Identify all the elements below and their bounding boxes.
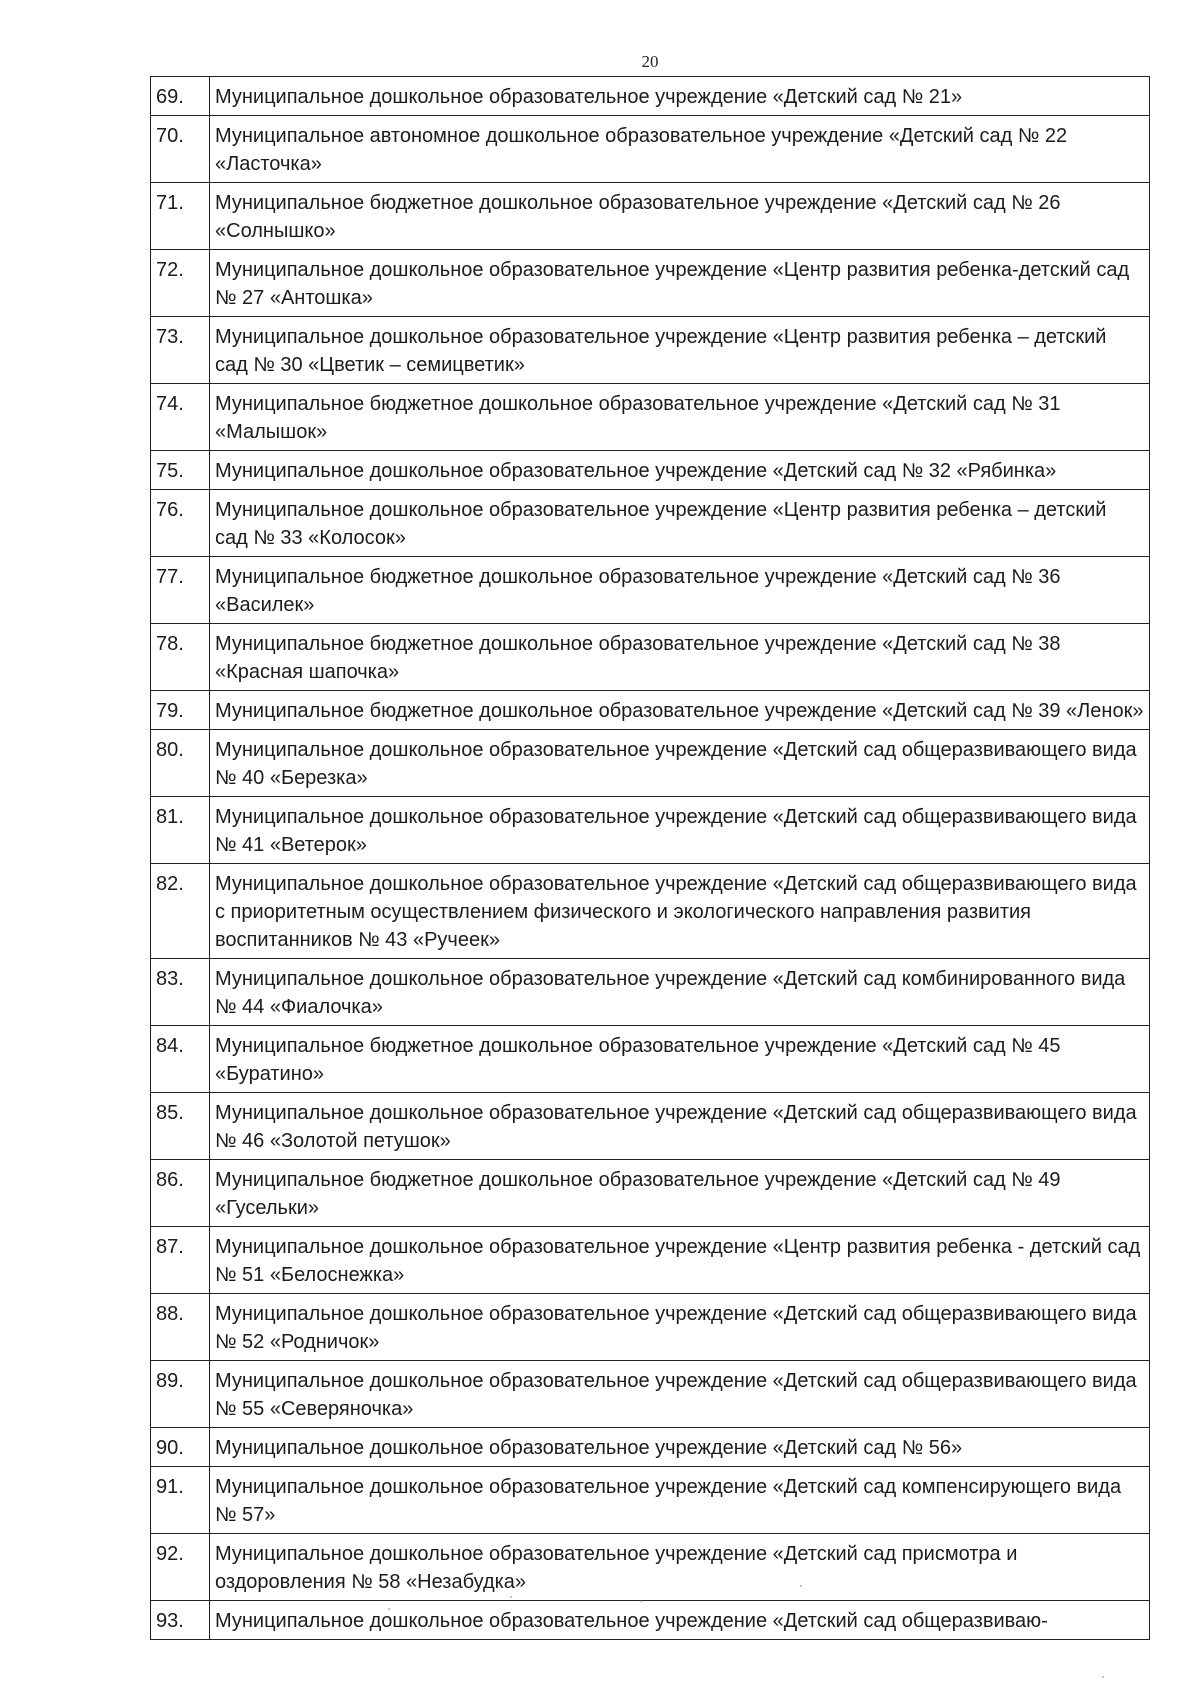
scan-speck [800, 1585, 802, 1587]
table-row [151, 730, 1150, 797]
table-row [151, 250, 1150, 317]
table-row [151, 624, 1150, 691]
table-row [151, 1294, 1150, 1361]
row-number: 91. [151, 1467, 210, 1534]
row-number: 79. [151, 691, 210, 730]
row-number: 75. [151, 451, 210, 490]
institution-name: Муниципальное дошкольное образовательное учреждение «Детский сад общеразвивающего вида № 52 «Родничок» [210, 1294, 1150, 1361]
table-row [151, 1361, 1150, 1428]
institution-name: Муниципальное бюджетное дошкольное образовательное учреждение «Детский сад № 26 «Солнышко» [210, 183, 1150, 250]
institution-name: Муниципальное дошкольное образовательное учреждение «Детский сад общеразвивающего вида № 46 «Золотой петушок» [210, 1093, 1150, 1160]
institutions-table [150, 76, 1150, 1640]
institution-name: Муниципальное бюджетное дошкольное образовательное учреждение «Детский сад № 38 «Красная шапочка» [210, 624, 1150, 691]
row-number: 70. [151, 116, 210, 183]
scan-speck [640, 1600, 642, 1602]
row-number: 78. [151, 624, 210, 691]
table-row [151, 183, 1150, 250]
row-number: 74. [151, 384, 210, 451]
table-row [151, 317, 1150, 384]
row-number: 88. [151, 1294, 210, 1361]
institution-name: Муниципальное дошкольное образовательное учреждение «Детский сад общеразвиваю- [210, 1601, 1150, 1640]
scan-speck [510, 1596, 512, 1598]
row-number: 82. [151, 864, 210, 959]
row-number: 83. [151, 959, 210, 1026]
institution-name: Муниципальное дошкольное образовательное учреждение «Детский сад № 56» [210, 1428, 1150, 1467]
institution-name: Муниципальное дошкольное образовательное учреждение «Детский сад № 21» [210, 77, 1150, 116]
table-row [151, 1227, 1150, 1294]
institution-name: Муниципальное дошкольное образовательное учреждение «Детский сад общеразвивающего вида № 40 «Березка» [210, 730, 1150, 797]
row-number: 89. [151, 1361, 210, 1428]
row-number: 80. [151, 730, 210, 797]
table-row [151, 1160, 1150, 1227]
table-row [151, 490, 1150, 557]
institutions-table-body [151, 77, 1150, 1640]
institution-name: Муниципальное дошкольное образовательное учреждение «Детский сад общеразвивающего вида № 55 «Северяночка» [210, 1361, 1150, 1428]
institution-name: Муниципальное дошкольное образовательное учреждение «Детский сад компенсирующего вида № 57» [210, 1467, 1150, 1534]
institution-name: Муниципальное бюджетное дошкольное образовательное учреждение «Детский сад № 45 «Буратино» [210, 1026, 1150, 1093]
row-number: 85. [151, 1093, 210, 1160]
table-row [151, 1534, 1150, 1601]
row-number: 76. [151, 490, 210, 557]
row-number: 90. [151, 1428, 210, 1467]
table-row [151, 77, 1150, 116]
row-number: 77. [151, 557, 210, 624]
institution-name: Муниципальное дошкольное образовательное учреждение «Детский сад общеразвивающего вида с приоритетным осуществлением физического и экологического направления развития воспитанников № 43 «Ручеек» [210, 864, 1150, 959]
institution-name: Муниципальное бюджетное дошкольное образовательное учреждение «Детский сад № 49 «Гусельки» [210, 1160, 1150, 1227]
table-row [151, 116, 1150, 183]
table-row [151, 1467, 1150, 1534]
row-number: 87. [151, 1227, 210, 1294]
row-number: 84. [151, 1026, 210, 1093]
table-row [151, 1026, 1150, 1093]
institution-name: Муниципальное дошкольное образовательное учреждение «Детский сад общеразвивающего вида № 41 «Ветерок» [210, 797, 1150, 864]
table-row [151, 451, 1150, 490]
institution-name: Муниципальное автономное дошкольное образовательное учреждение «Детский сад № 22 «Ласточка» [210, 116, 1150, 183]
table-row [151, 959, 1150, 1026]
row-number: 93. [151, 1601, 210, 1640]
table-row [151, 384, 1150, 451]
institution-name: Муниципальное дошкольное образовательное учреждение «Центр развития ребенка-детский сад № 27 «Антошка» [210, 250, 1150, 317]
institution-name: Муниципальное дошкольное образовательное учреждение «Детский сад № 32 «Рябинка» [210, 451, 1150, 490]
institution-name: Муниципальное бюджетное дошкольное образовательное учреждение «Детский сад № 39 «Ленок» [210, 691, 1150, 730]
row-number: 81. [151, 797, 210, 864]
institution-name: Муниципальное дошкольное образовательное учреждение «Центр развития ребенка - детский сад № 51 «Белоснежка» [210, 1227, 1150, 1294]
table-row [151, 1428, 1150, 1467]
institution-name: Муниципальное бюджетное дошкольное образовательное учреждение «Детский сад № 36 «Василек» [210, 557, 1150, 624]
row-number: 73. [151, 317, 210, 384]
institution-name: Муниципальное дошкольное образовательное учреждение «Детский сад присмотра и оздоровления № 58 «Незабудка» [210, 1534, 1150, 1601]
institution-name: Муниципальное бюджетное дошкольное образовательное учреждение «Детский сад № 31 «Малышок» [210, 384, 1150, 451]
scan-speck [1102, 1676, 1104, 1678]
institution-name: Муниципальное дошкольное образовательное учреждение «Центр развития ребенка – детский сад № 30 «Цветик – семицветик» [210, 317, 1150, 384]
scan-speck [388, 1608, 390, 1610]
row-number: 72. [151, 250, 210, 317]
table-row [151, 1093, 1150, 1160]
row-number: 86. [151, 1160, 210, 1227]
row-number: 71. [151, 183, 210, 250]
table-row [151, 691, 1150, 730]
table-row [151, 797, 1150, 864]
table-row [151, 864, 1150, 959]
page-number: 20 [641, 52, 659, 71]
table-row [151, 557, 1150, 624]
row-number: 92. [151, 1534, 210, 1601]
table-row [151, 1601, 1150, 1640]
institution-name: Муниципальное дошкольное образовательное учреждение «Детский сад комбинированного вида № 44 «Фиалочка» [210, 959, 1150, 1026]
institution-name: Муниципальное дошкольное образовательное учреждение «Центр развития ребенка – детский сад № 33 «Колосок» [210, 490, 1150, 557]
row-number: 69. [151, 77, 210, 116]
